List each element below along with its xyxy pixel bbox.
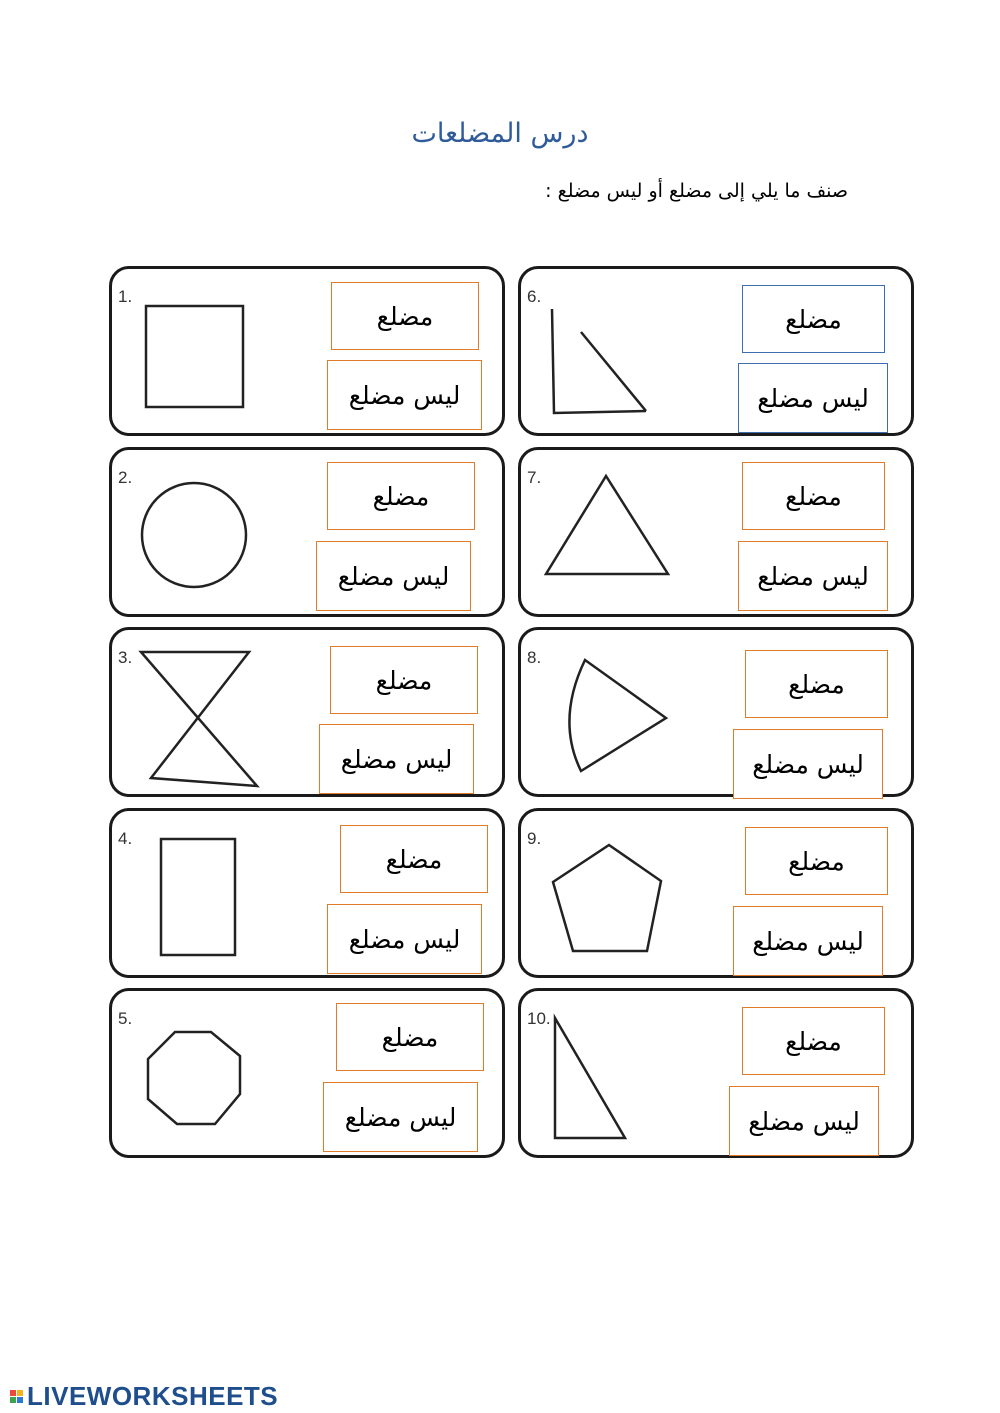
option-not-polygon-button[interactable]: ليس مضلع [327,904,482,974]
question-card-3 [109,627,505,797]
liveworksheets-logo-icon [10,1390,23,1403]
question-card-6 [518,266,914,436]
option-not-polygon-button[interactable]: ليس مضلع [316,541,471,611]
option-not-polygon-button[interactable]: ليس مضلع [738,363,888,433]
question-number: 10. [527,1009,551,1028]
logo-square [17,1390,23,1396]
question-number: 7. [527,468,542,487]
option-polygon-button[interactable]: مضلع [331,282,479,350]
option-polygon-button[interactable]: مضلع [340,825,488,893]
question-card-7 [518,447,914,617]
question-number: 6. [527,287,542,306]
question-card-5 [109,988,505,1158]
question-card-8 [518,627,914,797]
option-polygon-button[interactable]: مضلع [327,462,475,530]
option-polygon-button[interactable]: مضلع [330,646,478,714]
question-number: 3. [118,648,133,667]
question-card-4 [109,808,505,978]
question-number: 8. [527,648,542,667]
question-card-1 [109,266,505,436]
question-card-9 [518,808,914,978]
question-number: 2. [118,468,133,487]
logo-square [10,1397,16,1403]
option-polygon-button[interactable]: مضلع [742,1007,885,1075]
question-number: 5. [118,1009,133,1028]
option-polygon-button[interactable]: مضلع [742,285,885,353]
question-card-10 [518,988,914,1158]
instruction-text: صنف ما يلي إلى مضلع أو ليس مضلع : [545,180,848,202]
option-not-polygon-button[interactable]: ليس مضلع [729,1086,879,1156]
option-not-polygon-button[interactable]: ليس مضلع [319,724,474,794]
question-number: 4. [118,829,133,848]
option-not-polygon-button[interactable]: ليس مضلع [323,1082,478,1152]
logo-square [10,1390,16,1396]
option-not-polygon-button[interactable]: ليس مضلع [733,729,883,799]
page-title: درس المضلعات [411,118,589,149]
option-not-polygon-button[interactable]: ليس مضلع [327,360,482,430]
option-not-polygon-button[interactable]: ليس مضلع [738,541,888,611]
option-polygon-button[interactable]: مضلع [742,462,885,530]
option-not-polygon-button[interactable]: ليس مضلع [733,906,883,976]
option-polygon-button[interactable]: مضلع [745,650,888,718]
question-number: 9. [527,829,542,848]
logo-square [17,1397,23,1403]
question-card-2 [109,447,505,617]
option-polygon-button[interactable]: مضلع [745,827,888,895]
option-polygon-button[interactable]: مضلع [336,1003,484,1071]
brand-name: LIVEWORKSHEETS [27,1381,279,1411]
footer-brand [10,1381,278,1412]
question-number: 1. [118,287,133,306]
